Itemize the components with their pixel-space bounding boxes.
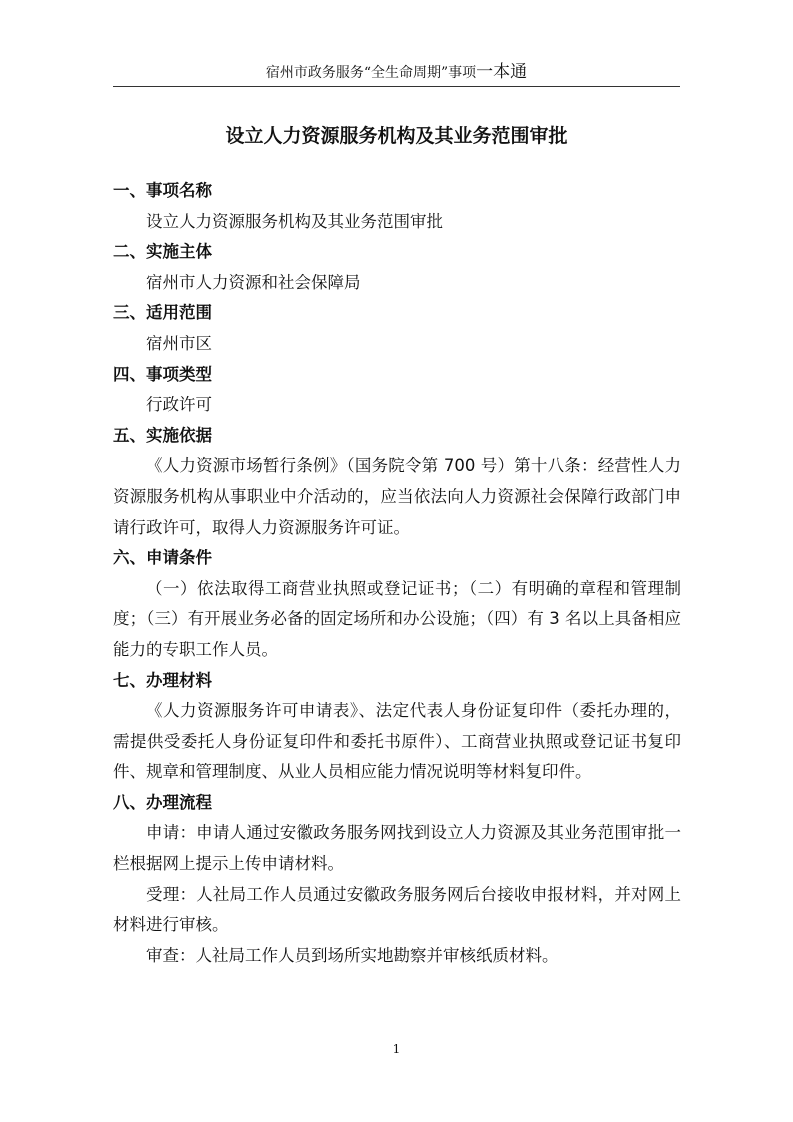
section-heading: 二、实施主体 <box>113 242 212 262</box>
section-legal-basis <box>113 421 681 543</box>
section-heading: 六、申请条件 <box>113 548 212 568</box>
section-paragraph: 宿州市人力资源和社会保障局 <box>146 272 361 292</box>
section-heading: 七、办理材料 <box>113 670 212 690</box>
section-heading: 四、事项类型 <box>113 364 212 384</box>
page-number: 1 <box>392 1042 401 1056</box>
section-paragraph: 《人力资源服务许可申请表》、法定代表人身份证复印件（委托办理的，需提供受委托人身份证复印件和委托书原件）、工商营业执照或登记证书复印件、规章和管理制度、从业人员相应能力情况说明等材料复印件。 <box>113 701 681 782</box>
header-rule <box>113 86 680 87</box>
section-heading: 三、适用范围 <box>113 303 212 323</box>
section-materials <box>113 666 681 788</box>
section-paragraph: 行政许可 <box>146 395 212 415</box>
section-paragraph: （一）依法取得工商营业执照或登记证书；（二）有明确的章程和管理制度；（三）有开展业务必备的固定场所和办公设施；（四）有 3 名以上具备相应能力的专职工作人员。 <box>113 578 681 659</box>
section-heading: 八、办理流程 <box>113 792 212 812</box>
running-header-suffix: 一本通 <box>476 62 528 82</box>
section-scope <box>113 298 681 359</box>
section-paragraph: 《人力资源市场暂行条例》（国务院令第 700 号）第十八条：经营性人力资源服务机构从事职业中介活动的，应当依法向人力资源社会保障行政部门申请行政许可，取得人力资源服务许可证。 <box>113 456 681 537</box>
section-conditions <box>113 543 681 665</box>
section-item-type <box>113 360 681 421</box>
section-paragraph: 申请：申请人通过安徽政务服务网找到设立人力资源及其业务范围审批一栏根据网上提示上传申请材料。 <box>113 823 681 874</box>
document-body <box>113 176 681 971</box>
section-heading: 五、实施依据 <box>113 425 212 445</box>
section-process <box>113 788 681 972</box>
running-header <box>0 61 793 84</box>
section-paragraph: 宿州市区 <box>146 333 212 353</box>
section-paragraph: 设立人力资源服务机构及其业务范围审批 <box>146 211 443 231</box>
section-heading: 一、事项名称 <box>113 181 212 200</box>
section-item-name <box>113 176 681 237</box>
section-paragraph: 受理：人社局工作人员通过安徽政务服务网后台接收申报材料，并对网上材料进行审核。 <box>113 884 681 935</box>
running-header-prefix: 宿州市政务服务“全生命周期”事项 <box>265 65 477 81</box>
document-title: 设立人力资源服务机构及其业务范围审批 <box>225 125 568 147</box>
section-implementing-body <box>113 237 681 298</box>
section-paragraph: 审查：人社局工作人员到场所实地勘察并审核纸质材料。 <box>146 945 559 965</box>
